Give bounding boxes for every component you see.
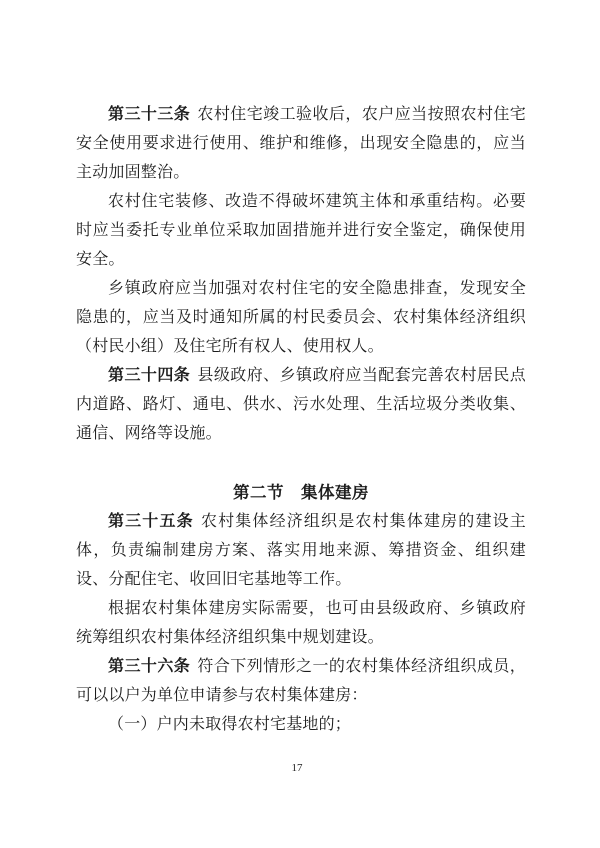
paragraph	[76, 594, 526, 652]
article-number: 第三十四条	[108, 367, 191, 384]
article-number: 第三十五条	[108, 513, 194, 530]
section-heading: 第二节 集体建房	[233, 483, 369, 502]
paragraph-text: 农村住宅竣工验收后，农户应当按照农村住宅安全使用要求进行使用、维护和维修，出现安全隐患的，应当主动加固整治。	[76, 106, 526, 181]
article-number: 第三十六条	[108, 658, 191, 675]
document-body	[76, 100, 526, 739]
paragraph-text: 根据农村集体建房实际需要，也可由县级政府、乡镇政府统筹组织农村集体经济组织集中规划建设。	[76, 600, 526, 646]
paragraph-text: 农村集体经济组织是农村集体建房的建设主体，负责编制建房方案、落实用地来源、筹措资金、组织建设、分配住宅、收回旧宅基地等工作。	[76, 513, 526, 588]
paragraph-article-34	[76, 361, 526, 448]
paragraph-article-33	[76, 100, 526, 187]
paragraph-text: 乡镇政府应当加强对农村住宅的安全隐患排查，发现安全隐患的，应当及时通知所属的村民委员会、农村集体经济组织（村民小组）及住宅所有权人、使用权人。	[76, 280, 526, 355]
page-number: 17	[291, 762, 303, 774]
paragraph-list-item	[76, 710, 526, 739]
paragraph-text: 农村住宅装修、改造不得破坏建筑主体和承重结构。必要时应当委托专业单位采取加固措施并进行安全鉴定，确保使用安全。	[76, 193, 526, 268]
paragraph-text: 县级政府、乡镇政府应当配套完善农村居民点内道路、路灯、通电、供水、污水处理、生活垃圾分类收集、通信、网络等设施。	[76, 367, 526, 442]
paragraph	[76, 187, 526, 274]
paragraph-article-35	[76, 507, 526, 594]
paragraph	[76, 274, 526, 361]
paragraph-text: 符合下列情形之一的农村集体经济组织成员，可以以户为单位申请参与农村集体建房：	[76, 658, 526, 704]
paragraph-article-36	[76, 652, 526, 710]
paragraph-text: （一）户内未取得农村宅基地的；	[108, 716, 352, 733]
article-number: 第三十三条	[108, 106, 191, 123]
